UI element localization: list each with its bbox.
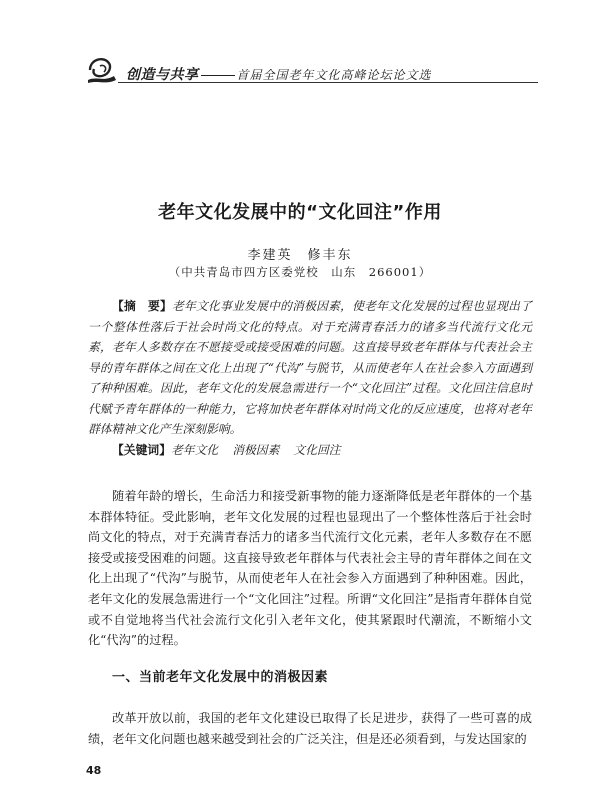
abstract-text: 老年文化事业发展中的消极因素，使老年文化发展的过程也显现出了一个整体性落后于社会时尚文化的特点。对于充满青春活力的诸多当代流行文化元素，老年人多数存在不愿接受或接受困难的问题。这直接导致老年群体与代表社会主导的青年群体之间在文化上出现了“代沟”与脱节，从而使老年人在社会参入方面遇到了种种困难。因此，老年文化的发展急需进行一个“文化回注”过程。文化回注信息时代赋予青年群体的一种能力，它将加快老年群体对时尚文化的反应速度，也将对老年群体精神文化产生深刻影响。	[88, 299, 532, 436]
book-logo-icon	[86, 52, 120, 86]
keywords-label: 【关键词】	[112, 443, 171, 457]
body-paragraph: 随着年龄的增长，生命活力和接受新事物的能力逐渐降低是老年群体的一个基本群体特征。受此影响，老年文化发展的过程也显现出了一个整体性落后于社会时尚文化的特点，对于充满青春活力的诸多当代流行文化元素，老年人多数存在不愿接受或接受困难的问题。这直接导致老年群体与代表社会主导的青年群体之间在文化上出现了“代沟”与脱节，从而使老年人在社会参入方面遇到了种种困难。因此，老年文化的发展急需进行一个“文化回注”过程。所谓“文化回注”是指青年群体自觉或不自觉地将当代社会流行文化引入老年文化，使其紧跟时代潮流，不断缩小文化“代沟”的过程。	[88, 489, 532, 648]
article-affiliation: （中共青岛市四方区委党校 山东 266001）	[168, 265, 432, 279]
page-number: 48	[86, 764, 102, 777]
keywords	[88, 440, 532, 460]
abstract-label: 【摘 要】	[112, 299, 173, 313]
header-dash	[201, 75, 235, 76]
header-brand: 创造与共享	[126, 67, 199, 83]
keyword-term: 文化回注	[293, 443, 341, 457]
running-header	[86, 62, 526, 86]
abstract	[88, 296, 532, 440]
header-brand-line	[126, 64, 432, 84]
section-heading: 一、当前老年文化发展中的消极因素	[112, 670, 329, 685]
header-subtitle: 首届全国老年文化高峰论坛论文选	[236, 68, 432, 82]
article-authors: 李建英 修丰东	[247, 248, 353, 263]
body-paragraph: 改革开放以前，我国的老年文化建设已取得了长足进步，获得了一些可喜的成绩，老年文化问题也越来越受到社会的广泛关注，但是还必须看到，与发达国家的	[88, 711, 532, 746]
header-rule	[118, 82, 538, 83]
keyword-term: 老年文化	[171, 443, 219, 457]
keyword-term: 消极因素	[232, 443, 280, 457]
article-title: 老年文化发展中的“文化回注”作用	[158, 202, 442, 223]
